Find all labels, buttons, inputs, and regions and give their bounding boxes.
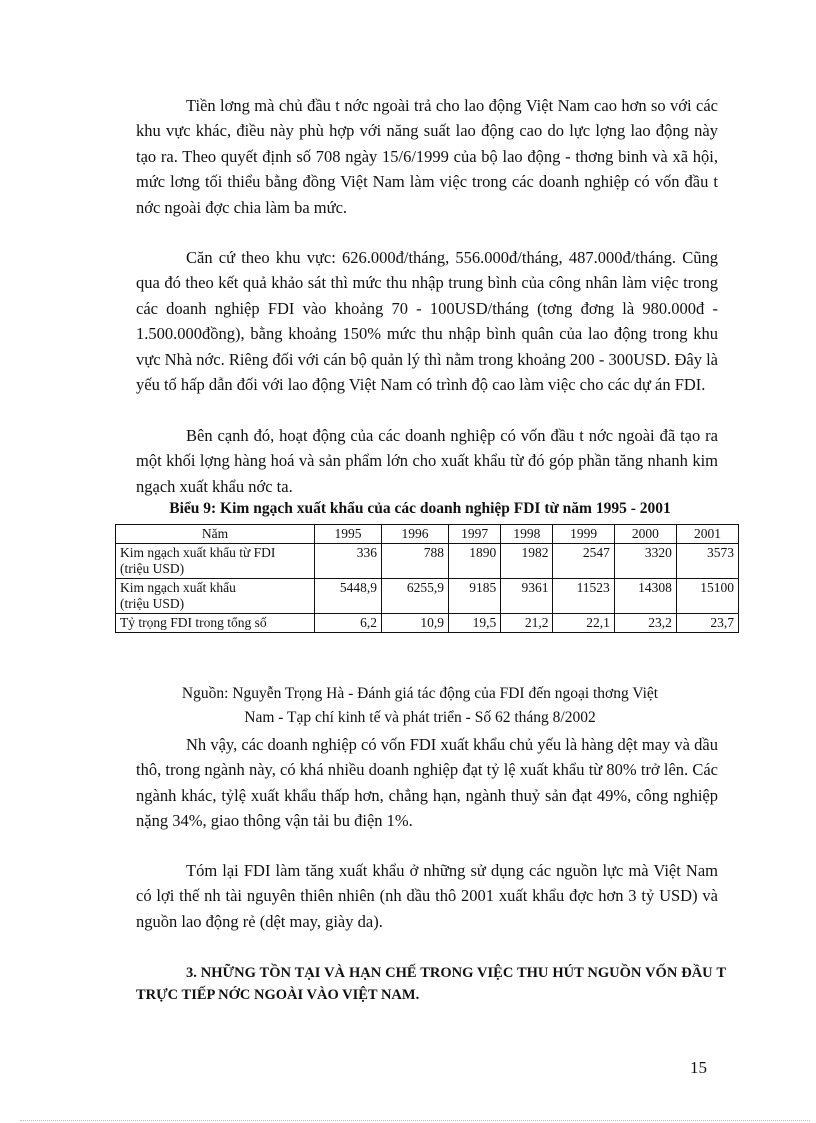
value-cell: 6255,9 bbox=[381, 579, 448, 614]
year-cell: 1996 bbox=[381, 525, 448, 544]
source-citation bbox=[100, 682, 740, 730]
paragraph-wages bbox=[136, 93, 718, 220]
value-cell: 23,2 bbox=[614, 614, 676, 633]
value-cell: 3573 bbox=[676, 544, 738, 579]
table-row bbox=[116, 614, 739, 633]
row-label-line: (triệu USD) bbox=[120, 561, 185, 576]
value-cell: 9361 bbox=[501, 579, 553, 614]
source-line: Nguồn: Nguyễn Trọng Hà - Đánh giá tác động của FDI đến ngoại thơng Việt bbox=[181, 685, 659, 702]
table-row bbox=[116, 579, 739, 614]
table-header-row bbox=[116, 525, 739, 544]
page-bottom-divider bbox=[20, 1120, 810, 1121]
paragraph-text: Nh vậy, các doanh nghiệp có vốn FDI xuất khẩu chủ yếu là hàng dệt may và dầu thô, trong ngành này, có khá nhiều doanh nghiệp đạt tỷ lệ xuất khẩu từ 80% trở lên. Các ngành khác, tỷlệ xuất khẩu thấp hơn, chẳng hạn, ngành thuỷ sản đạt 49%, công nghiệp nặng 34%, giao thông vận tải bu điện 1%. bbox=[136, 735, 718, 831]
value-cell: 15100 bbox=[676, 579, 738, 614]
row-label bbox=[116, 579, 315, 614]
year-cell: 2000 bbox=[614, 525, 676, 544]
row-label-line: Kim ngạch xuất khẩu bbox=[120, 580, 236, 595]
paragraph-income bbox=[136, 245, 718, 397]
year-cell: 1999 bbox=[553, 525, 614, 544]
value-cell: 5448,9 bbox=[315, 579, 382, 614]
value-cell: 788 bbox=[381, 544, 448, 579]
value-cell: 1890 bbox=[448, 544, 500, 579]
source-line: Nam - Tạp chí kinh tế và phát triển - Số 62 tháng 8/2002 bbox=[244, 709, 596, 726]
paragraph-textiles bbox=[136, 732, 718, 834]
year-cell: 1997 bbox=[448, 525, 500, 544]
table-row bbox=[116, 544, 739, 579]
section-heading bbox=[136, 962, 726, 1006]
value-cell: 14308 bbox=[614, 579, 676, 614]
value-cell: 2547 bbox=[553, 544, 614, 579]
value-cell: 11523 bbox=[553, 579, 614, 614]
row-label: Tỷ trọng FDI trong tổng số bbox=[116, 614, 315, 633]
table-caption: Biểu 9: Kim ngạch xuất khẩu của các doanh nghiệp FDI từ năm 1995 - 2001 bbox=[169, 500, 671, 517]
paragraph-text: Căn cứ theo khu vực: 626.000đ/tháng, 556.000đ/tháng, 487.000đ/tháng. Cũng qua đó theo kết quả khảo sát thì mức thu nhập trung bình của công nhân làm việc trong các doanh nghiệp FDI vào khoảng 70 - 100USD/tháng (tơng đơng là 980.000đ - 1.500.000đồng), bằng khoảng 150% mức thu nhập bình quân của lao động trong khu vực Nhà nớc. Riêng đối với cán bộ quản lý thì nằm trong khoảng 200 - 300USD. Đây là yếu tố hấp dẫn đối với lao động Việt Nam có trình độ cao làm việc cho các dự án FDI. bbox=[136, 248, 718, 395]
value-cell: 19,5 bbox=[448, 614, 500, 633]
paragraph-summary bbox=[136, 858, 718, 934]
value-cell: 336 bbox=[315, 544, 382, 579]
year-cell: 1995 bbox=[315, 525, 382, 544]
value-cell: 6,2 bbox=[315, 614, 382, 633]
value-cell: 1982 bbox=[501, 544, 553, 579]
value-cell: 10,9 bbox=[381, 614, 448, 633]
year-cell: 2001 bbox=[676, 525, 738, 544]
value-cell: 9185 bbox=[448, 579, 500, 614]
row-label-line: Kim ngạch xuất khẩu từ FDI bbox=[120, 545, 276, 560]
row-label bbox=[116, 544, 315, 579]
paragraph-text: Tiền lơng mà chủ đầu t nớc ngoài trả cho lao động Việt Nam cao hơn so với các khu vực khác, điều này phù hợp với năng suất lao động cao do lực lợng lao động này tạo ra. Theo quyết định số 708 ngày 15/6/1999 của bộ lao động - thơng binh và xã hội, mức lơng tối thiểu bằng đồng Việt Nam làm việc trong các doanh nghiệp có vốn đầu t nớc ngoài đợc chia làm ba mức. bbox=[136, 96, 718, 217]
value-cell: 21,2 bbox=[501, 614, 553, 633]
heading-text: 3. NHỮNG TỒN TẠI VÀ HẠN CHẾ TRONG VIỆC THU HÚT NGUỒN VỐN ĐẦU T TRỰC TIẾP NỚC NGOÀI VÀO VIỆT NAM. bbox=[136, 965, 726, 1003]
export-table bbox=[115, 524, 739, 633]
year-cell: 1998 bbox=[501, 525, 553, 544]
value-cell: 22,1 bbox=[553, 614, 614, 633]
header-label: Năm bbox=[116, 525, 315, 544]
value-cell: 23,7 bbox=[676, 614, 738, 633]
paragraph-exports bbox=[136, 423, 718, 499]
paragraph-text: Bên cạnh đó, hoạt động của các doanh nghiệp có vốn đầu t nớc ngoài đã tạo ra một khối lợng hàng hoá và sản phẩm lớn cho xuất khẩu từ đó góp phần tăng nhanh kim ngạch xuất khẩu nớc ta. bbox=[136, 426, 718, 496]
page-number: 15 bbox=[690, 1058, 707, 1077]
row-label-line: (triệu USD) bbox=[120, 596, 185, 611]
value-cell: 3320 bbox=[614, 544, 676, 579]
paragraph-text: Tóm lại FDI làm tăng xuất khẩu ở những sử dụng các nguồn lực mà Việt Nam có lợi thế nh tài nguyên thiên nhiên (nh dầu thô 2001 xuất khẩu đợc hơn 3 tỷ USD) và nguồn lao động rẻ (dệt may, giày da). bbox=[136, 861, 718, 931]
